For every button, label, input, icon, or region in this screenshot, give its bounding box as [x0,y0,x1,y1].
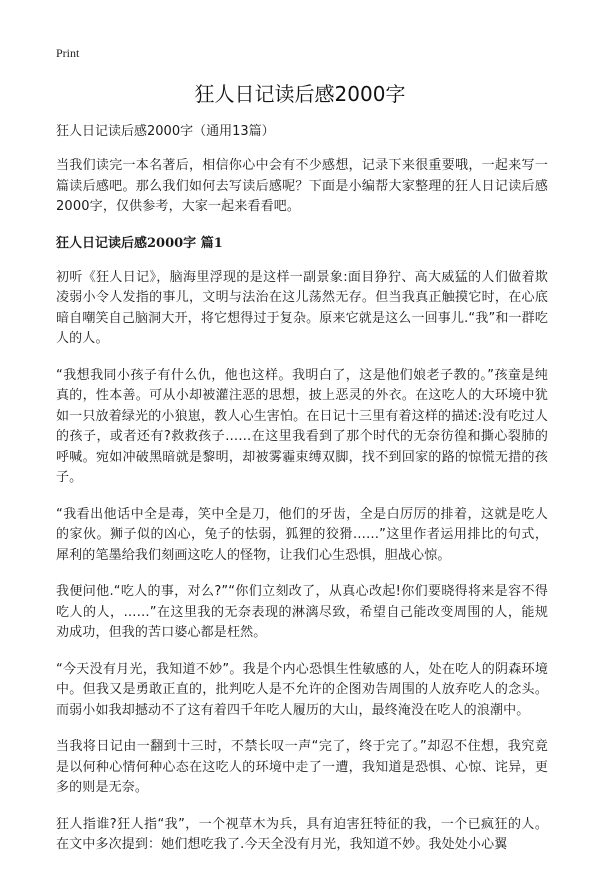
article-paragraph: “我想我同小孩子有什么仇，他也这样。我明白了，这是他们娘老子教的。”孩童是纯真的，性本善。可从小却被灌注恶的思想，披上恶灵的外衣。在这吃人的大环境中犹如一只放着绿光的小狼崽，教人心生害怕。在日记十三里有着这样的描述:没有吃过人的孩子，或者还有?救救孩子……在这里我看到了那个时代的无奈彷徨和撕心裂肺的呼喊。宛如冲破黑暗就是黎明，却被雾霾束缚双脚，找不到回家的路的惊慌无措的孩子。 [56,367,548,485]
article-paragraph: “今天没有月光，我知道不妙”。我是个内心恐惧生性敏感的人，处在吃人的阴森环境中。但我又是勇敢正直的，批判吃人是不允许的企图劝告周围的人放弃吃人的念头。而弱小如我却撼动不了这有着四千年吃人履历的大山，最终淹没在吃人的浪潮中。 [56,661,548,718]
page-title: 狂人日记读后感2000字 [194,82,406,106]
intro-paragraph: 当我们读完一本名著后，相信你心中会有不少感想，记录下来很重要哦，一起来写一篇读后感吧。那么我们如何去写读后感呢？下面是小编帮大家整理的狂人日记读后感2000字，仅供参考，大家一起来看看吧。 [56,158,548,214]
article-paragraph: 初听《狂人日记》，脑海里浮现的是这样一副景象:面目狰狞、高大威猛的人们做着欺凌弱小令人发指的事儿，文明与法治在这儿荡然无存。但当我真正触摸它时，在心底暗自嘲笑自己脑洞大开，将它想得过于复杂。原来它就是这么一回事儿.“我”和一群吃人的人。 [56,269,548,346]
article-paragraph: 我便问他.“吃人的事，对么?”“你们立刻改了，从真心改起!你们要晓得将来是容不得吃人的人，……”在这里我的无奈表现的淋漓尽致，希望自己能改变周围的人，能规劝成功，但我的苦口婆心都是枉然。 [56,584,548,640]
article-body [56,122,548,872]
article-paragraph: 当我将日记由一翻到十三时，不禁长叹一声“完了，终于完了。”却忍不住想，我究竟是以何种心情何种心态在这吃人的环境中走了一遭，我知道是恐惧、心惊、诧异，更多的则是无奈。 [56,739,548,795]
section-heading: 狂人日记读后感2000字 篇1 [56,235,223,251]
print-link[interactable]: Print [56,46,80,60]
article-subtitle: 狂人日记读后感2000字（通用13篇） [56,124,275,139]
article-paragraph: 狂人指谁?狂人指“我”，一个视草木为兵，具有迫害狂特征的我，一个已疯狂的人。在文中多次提到：她们想吃我了.今天全没有月光，我知道不妙。我处处小心翼 [56,816,548,852]
article-paragraph: “我看出他话中全是毒，笑中全是刀，他们的牙齿，全是白厉厉的排着，这就是吃人的家伙。狮子似的凶心，兔子的怯弱，狐狸的狡猾……”这里作者运用排比的句式，犀利的笔墨给我们刻画这吃人的怪物，让我们心生恐惧，胆战心惊。 [56,506,548,563]
